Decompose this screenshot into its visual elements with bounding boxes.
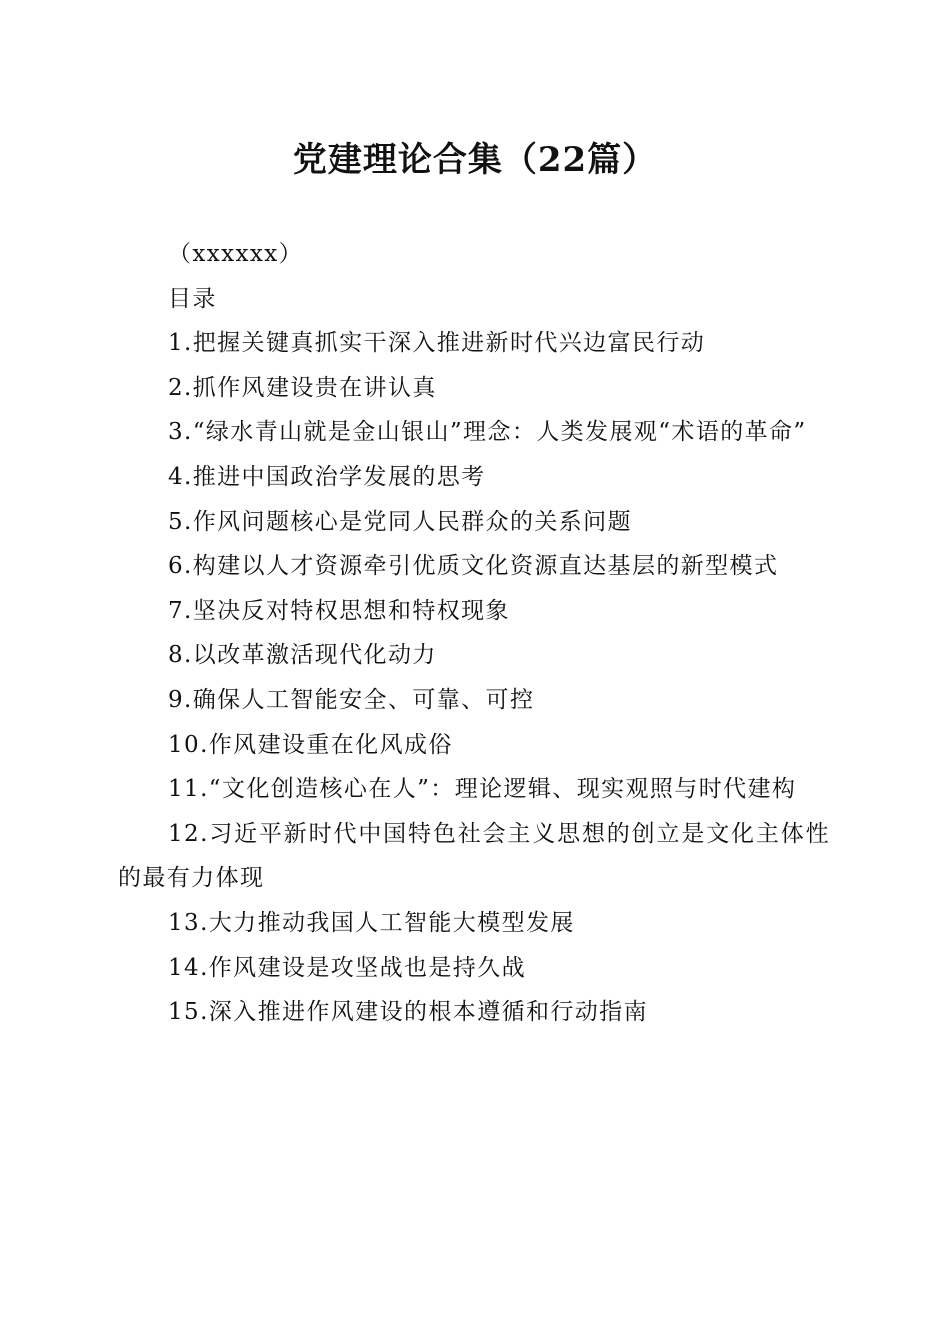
toc-item: 13.大力推动我国人工智能大模型发展	[168, 909, 575, 936]
document-body	[118, 232, 830, 1035]
author-line: （xxxxxx）	[168, 241, 304, 267]
toc-item: 11.“文化创造核心在人”：理论逻辑、现实观照与时代建构	[168, 776, 797, 803]
toc-item: 4.推进中国政治学发展的思考	[168, 463, 486, 490]
toc-item: 14.作风建设是攻坚战也是持久战	[168, 954, 526, 981]
toc-item: 6.构建以人才资源牵引优质文化资源直达基层的新型模式	[168, 553, 779, 580]
toc-item: 12.习近平新时代中国特色社会主义思想的创立是文化主体性的最有力体现	[118, 820, 830, 892]
toc-heading: 目录	[168, 285, 217, 312]
document-title: 党建理论合集（22篇）	[292, 140, 658, 180]
toc-item: 15.深入推进作风建设的根本遵循和行动指南	[168, 999, 648, 1026]
toc-item: 7.坚决反对特权思想和特权现象	[168, 597, 510, 624]
toc-item: 3.“绿水青山就是金山银山”理念：人类发展观“术语的革命”	[168, 419, 807, 446]
toc-item: 5.作风问题核心是党同人民群众的关系问题	[168, 508, 632, 535]
toc-item: 1.把握关键真抓实干深入推进新时代兴边富民行动	[168, 330, 706, 357]
toc-item: 10.作风建设重在化风成俗	[168, 731, 453, 758]
toc-item: 8.以改革激活现代化动力	[168, 642, 437, 669]
toc-item: 9.确保人工智能安全、可靠、可控	[168, 686, 535, 713]
toc-item: 2.抓作风建设贵在讲认真	[168, 374, 437, 401]
